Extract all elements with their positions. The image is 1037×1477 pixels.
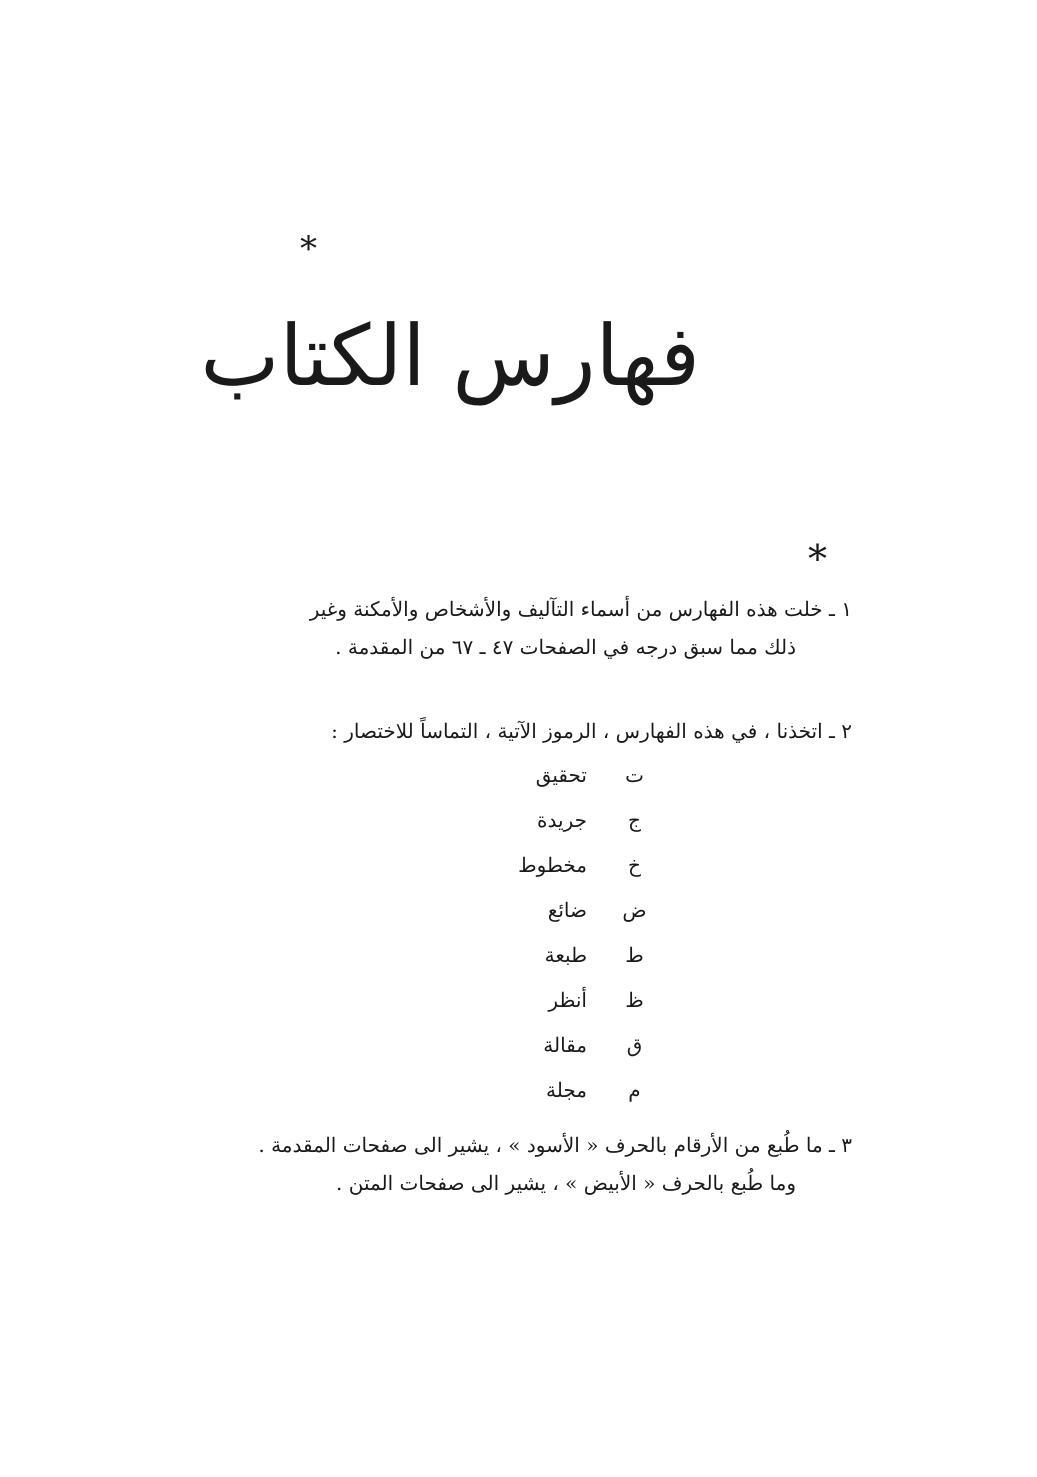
abbreviation-meaning: طبعة	[544, 943, 587, 967]
abbreviation-code: ت	[625, 763, 644, 787]
note-paragraph-1	[310, 590, 852, 666]
note-paragraph-2	[331, 712, 852, 750]
abbreviation-row	[482, 1023, 682, 1068]
note-3-line-2: وما طُبع بالحرف « الأبيض » ، يشير الى صفحات المتن .	[336, 1171, 796, 1195]
abbreviation-meaning: مقالة	[543, 1033, 587, 1057]
abbreviation-meaning: مجلة	[546, 1078, 587, 1102]
abbreviation-meaning: مخطوط	[518, 853, 587, 877]
abbreviation-code: ط	[625, 943, 644, 967]
abbreviation-code: ج	[628, 808, 641, 832]
abbreviation-row	[482, 843, 682, 888]
note-2-line-1: ٢ ـ اتخذنا ، في هذه الفهارس ، الرموز الآتية ، التماساً للاختصار :	[331, 719, 852, 743]
abbreviation-row	[482, 753, 682, 798]
note-3-line-1: ٣ ـ ما طُبع من الأرقام بالحرف « الأسود » ، يشير الى صفحات المقدمة .	[258, 1133, 852, 1157]
abbreviation-meaning: أنظر	[548, 988, 587, 1012]
title-footnote-mark: *	[300, 229, 317, 269]
note-paragraph-3	[258, 1126, 852, 1202]
abbreviation-row	[482, 798, 682, 843]
abbreviation-code: ض	[622, 898, 647, 922]
abbreviation-row	[482, 1068, 682, 1113]
abbreviation-row	[482, 933, 682, 978]
abbreviation-code: ظ	[625, 988, 644, 1012]
abbreviation-code: خ	[628, 853, 641, 877]
abbreviation-code: م	[628, 1078, 641, 1102]
abbreviation-list	[482, 753, 682, 1113]
section-footnote-mark: *	[808, 537, 827, 581]
page-title: فهارس الكتاب	[200, 307, 700, 406]
abbreviation-meaning: ضائع	[547, 898, 587, 922]
abbreviation-meaning: جريدة	[537, 808, 587, 832]
note-1-line-2: ذلك مما سبق درجه في الصفحات ٤٧ ـ ٦٧ من المقدمة .	[335, 635, 796, 659]
abbreviation-row	[482, 888, 682, 933]
abbreviation-row	[482, 978, 682, 1023]
abbreviation-meaning: تحقيق	[535, 763, 587, 787]
note-1-line-1: ١ ـ خلت هذه الفهارس من أسماء التآليف والأشخاص والأمكنة وغير	[309, 597, 852, 621]
abbreviation-code: ق	[626, 1033, 643, 1057]
